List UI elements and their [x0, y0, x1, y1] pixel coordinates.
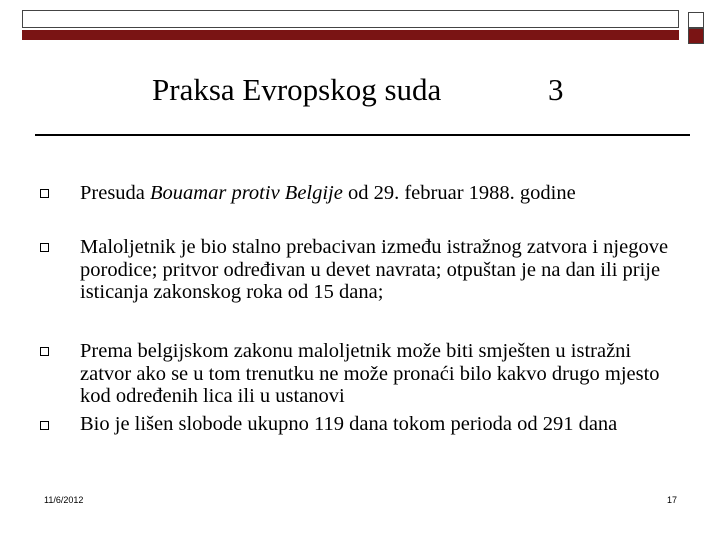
decorative-accent-band [22, 30, 679, 40]
bullet-text-4: Bio je lišen slobode ukupno 119 dana tokom perioda od 291 dana [80, 413, 618, 435]
case-name: Bouamar protiv Belgije [150, 182, 343, 204]
bullet-text-2: Maloljetnik je bio stalno prebacivan između istražnog zatvora i njegove porodice; pritvor određivan u devet navrata; otpuštan je na dan ili prije isticanja zakonskog roka od 15 dana; [80, 236, 669, 303]
footer-page-number: 17 [667, 495, 678, 505]
bullet-square-icon [40, 189, 49, 198]
bullet-square-icon [40, 421, 49, 430]
bullet-text-1 [80, 182, 680, 205]
decorative-top-bar [22, 10, 679, 28]
title-divider [35, 134, 690, 136]
footer-date: 11/6/2012 [44, 495, 84, 505]
slide-title-number: 3 [548, 72, 564, 107]
bullet-1-after: od 29. februar 1988. godine [342, 182, 576, 204]
slide-title-text: Praksa Evropskog suda [152, 72, 442, 107]
slide-title [0, 70, 720, 110]
bullet-1-before: Presuda [80, 182, 151, 204]
bullet-square-icon [40, 243, 49, 252]
bullet-text-3: Prema belgijskom zakonu maloljetnik može biti smješten u istražni zatvor ako se u tom trenutku ne može pronaći bilo kakvo drugo mjesto kod određenih lica ili u ustanovi [80, 340, 660, 407]
bullet-square-icon [40, 347, 49, 356]
decorative-corner-square-filled [688, 28, 704, 44]
decorative-corner-square [688, 12, 704, 28]
